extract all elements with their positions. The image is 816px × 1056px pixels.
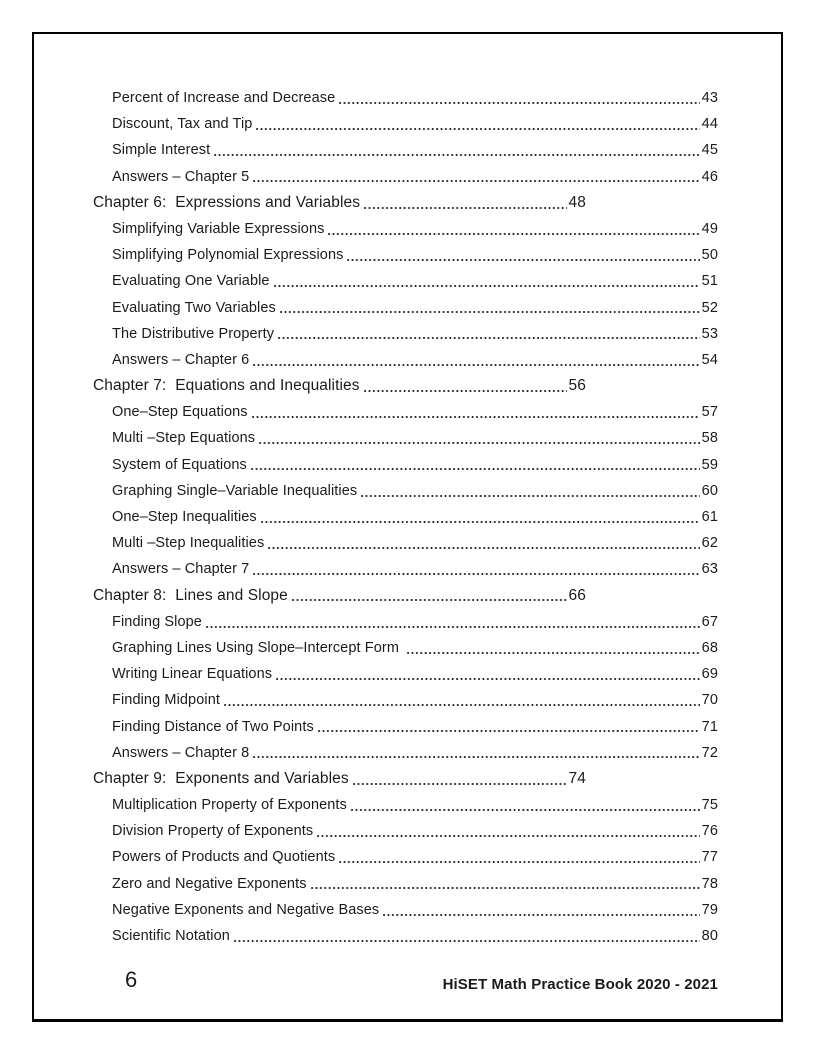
toc-entry-sub bbox=[112, 242, 718, 268]
toc-entry-page: 63 bbox=[701, 561, 718, 578]
dot-leader bbox=[270, 268, 702, 294]
toc-entry-sub bbox=[112, 661, 718, 687]
toc-entry-page: 66 bbox=[568, 586, 586, 604]
toc-entry-sub bbox=[112, 556, 718, 582]
toc-entry-sub bbox=[112, 714, 718, 740]
toc-entry-page: 72 bbox=[701, 744, 718, 761]
dot-leader bbox=[379, 897, 701, 923]
toc-entry-title: Multi –Step Equations bbox=[112, 430, 256, 447]
toc-entry-page: 52 bbox=[701, 299, 718, 316]
book-title: HiSET Math Practice Book 2020 - 2021 bbox=[442, 976, 718, 993]
toc-entry-title: Graphing Lines Using Slope–Intercept Form bbox=[112, 639, 404, 656]
toc-entry-sub bbox=[112, 478, 718, 504]
toc-entry-title: Zero and Negative Exponents bbox=[112, 875, 307, 892]
toc-entry-title: Writing Linear Equations bbox=[112, 666, 273, 683]
toc-entry-title: Finding Distance of Two Points bbox=[112, 718, 314, 735]
toc-entry-page: 50 bbox=[701, 247, 718, 264]
toc-entry-title: Division Property of Exponents bbox=[112, 823, 314, 840]
toc-entry-sub bbox=[112, 609, 718, 635]
toc-entry-page: 67 bbox=[701, 613, 718, 630]
dot-leader bbox=[324, 216, 701, 242]
document-page bbox=[32, 32, 783, 1022]
toc-entry-page: 68 bbox=[701, 639, 718, 656]
toc-entry-page: 43 bbox=[701, 90, 718, 106]
toc-entry-chapter bbox=[93, 190, 586, 216]
toc-entry-title: Answers – Chapter 8 bbox=[112, 744, 250, 761]
dot-leader bbox=[220, 687, 702, 713]
dot-leader bbox=[307, 871, 702, 897]
dot-leader bbox=[288, 583, 569, 609]
toc-entry-page: 79 bbox=[701, 901, 718, 918]
toc-entry-page: 75 bbox=[701, 797, 718, 814]
toc-entry-sub bbox=[112, 399, 718, 425]
toc-entry-page: 80 bbox=[701, 928, 718, 944]
dot-leader bbox=[272, 661, 702, 687]
toc-entry-title: Simplifying Variable Expressions bbox=[112, 220, 325, 237]
toc-entry-title: Finding Slope bbox=[112, 613, 202, 630]
dot-leader bbox=[274, 321, 702, 347]
toc-entry-title: Graphing Single–Variable Inequalities bbox=[112, 482, 358, 499]
dot-leader bbox=[249, 556, 701, 582]
toc-entry-sub bbox=[112, 530, 718, 556]
dot-leader bbox=[248, 399, 702, 425]
dot-leader bbox=[247, 452, 702, 478]
toc-entry-page: 77 bbox=[701, 849, 718, 866]
toc-entry-chapter bbox=[93, 373, 586, 399]
toc-entry-title: Multiplication Property of Exponents bbox=[112, 797, 347, 814]
toc-entry-page: 69 bbox=[701, 666, 718, 683]
toc-entry-title: Percent of Increase and Decrease bbox=[112, 90, 336, 106]
toc-entry-sub bbox=[112, 897, 718, 923]
toc-entry-sub bbox=[112, 321, 718, 347]
dot-leader bbox=[252, 111, 701, 137]
toc-entry-chapter bbox=[93, 766, 586, 792]
toc-entry-title: Chapter 9: Exponents and Variables bbox=[93, 769, 349, 787]
toc-entry-page: 54 bbox=[701, 351, 718, 368]
toc-entry-title: One–Step Inequalities bbox=[112, 509, 257, 525]
toc-entry-page: 44 bbox=[701, 116, 718, 133]
toc-entry-sub bbox=[112, 792, 718, 818]
dot-leader bbox=[347, 792, 702, 818]
dot-leader bbox=[249, 347, 701, 373]
toc-entry-title: Answers – Chapter 7 bbox=[112, 561, 250, 578]
toc-entry-sub bbox=[112, 347, 718, 373]
toc-entry-page: 74 bbox=[568, 769, 586, 787]
toc-entry-page: 78 bbox=[701, 875, 718, 892]
toc-entry-title: Scientific Notation bbox=[112, 928, 230, 944]
toc-entry-sub bbox=[112, 137, 718, 163]
toc-entry-title: Chapter 6: Expressions and Variables bbox=[93, 193, 361, 211]
dot-leader bbox=[357, 478, 701, 504]
dot-leader bbox=[403, 635, 702, 661]
toc-entry-page: 71 bbox=[701, 718, 718, 735]
toc-entry-title: Evaluating Two Variables bbox=[112, 299, 276, 316]
toc-entry-page: 76 bbox=[701, 823, 718, 840]
toc-entry-sub bbox=[112, 818, 718, 844]
dot-leader bbox=[210, 137, 701, 163]
dot-leader bbox=[249, 164, 701, 190]
dot-leader bbox=[202, 609, 702, 635]
toc-entry-chapter bbox=[93, 583, 586, 609]
toc-entry-page: 70 bbox=[701, 692, 718, 709]
toc-entry-title: Negative Exponents and Negative Bases bbox=[112, 901, 380, 918]
toc-entry-title: One–Step Equations bbox=[112, 404, 248, 421]
dot-leader bbox=[313, 818, 701, 844]
toc-entry-sub bbox=[112, 452, 718, 478]
toc-entry-sub bbox=[112, 268, 718, 294]
toc-entry-title: Chapter 8: Lines and Slope bbox=[93, 586, 288, 604]
toc-entry-page: 51 bbox=[701, 273, 718, 290]
toc-entry-page: 58 bbox=[701, 430, 718, 447]
toc-entry-sub bbox=[112, 871, 718, 897]
dot-leader bbox=[230, 923, 702, 949]
toc-entry-sub bbox=[112, 923, 718, 949]
dot-leader bbox=[343, 242, 701, 268]
toc-entry-title: Finding Midpoint bbox=[112, 692, 220, 709]
dot-leader bbox=[360, 190, 568, 216]
toc-entry-page: 53 bbox=[701, 325, 718, 342]
toc-entry-title: The Distributive Property bbox=[112, 325, 275, 342]
toc-entry-page: 61 bbox=[701, 509, 718, 525]
toc-entry-title: System of Equations bbox=[112, 456, 247, 473]
toc-entry-page: 59 bbox=[701, 456, 718, 473]
toc-entry-sub bbox=[112, 295, 718, 321]
toc-entry-sub bbox=[112, 111, 718, 137]
dot-leader bbox=[255, 425, 702, 451]
dot-leader bbox=[264, 530, 701, 556]
toc-entry-page: 60 bbox=[701, 482, 718, 499]
dot-leader bbox=[335, 844, 701, 870]
folio-page-number: 6 bbox=[125, 967, 138, 992]
toc-entry-sub bbox=[112, 687, 718, 713]
toc-entry-sub bbox=[112, 740, 718, 766]
toc-entry-sub bbox=[112, 844, 718, 870]
dot-leader bbox=[257, 504, 702, 530]
toc-entry-sub bbox=[112, 635, 718, 661]
toc-entry-sub bbox=[112, 504, 718, 530]
page-footer bbox=[95, 967, 718, 993]
dot-leader bbox=[314, 714, 702, 740]
toc-entry-page: 56 bbox=[568, 377, 586, 395]
dot-leader bbox=[360, 373, 569, 399]
toc-entry-title: Multi –Step Inequalities bbox=[112, 535, 265, 552]
toc-entry-title: Evaluating One Variable bbox=[112, 273, 270, 290]
toc-entry-title: Answers – Chapter 6 bbox=[112, 351, 250, 368]
toc-entry-page: 49 bbox=[701, 220, 718, 237]
dot-leader bbox=[349, 766, 569, 792]
toc-entry-sub bbox=[112, 216, 718, 242]
toc-entry-page: 46 bbox=[701, 168, 718, 185]
toc-entry-sub bbox=[112, 425, 718, 451]
toc-entry-page: 62 bbox=[701, 535, 718, 552]
toc-entry-title: Answers – Chapter 5 bbox=[112, 168, 250, 185]
toc-entry-sub bbox=[112, 85, 718, 111]
toc-entry-page: 48 bbox=[568, 193, 586, 211]
table-of-contents bbox=[93, 85, 718, 949]
toc-entry-title: Simple Interest bbox=[112, 142, 211, 159]
toc-entry-title: Powers of Products and Quotients bbox=[112, 849, 336, 866]
toc-entry-title: Discount, Tax and Tip bbox=[112, 116, 253, 133]
toc-entry-page: 45 bbox=[701, 142, 718, 159]
toc-entry-page: 57 bbox=[701, 404, 718, 421]
toc-entry-sub bbox=[112, 164, 718, 190]
toc-entry-title: Chapter 7: Equations and Inequalities bbox=[93, 377, 360, 395]
dot-leader bbox=[276, 295, 702, 321]
toc-entry-title: Simplifying Polynomial Expressions bbox=[112, 247, 344, 264]
dot-leader bbox=[249, 740, 701, 766]
dot-leader bbox=[335, 85, 701, 111]
